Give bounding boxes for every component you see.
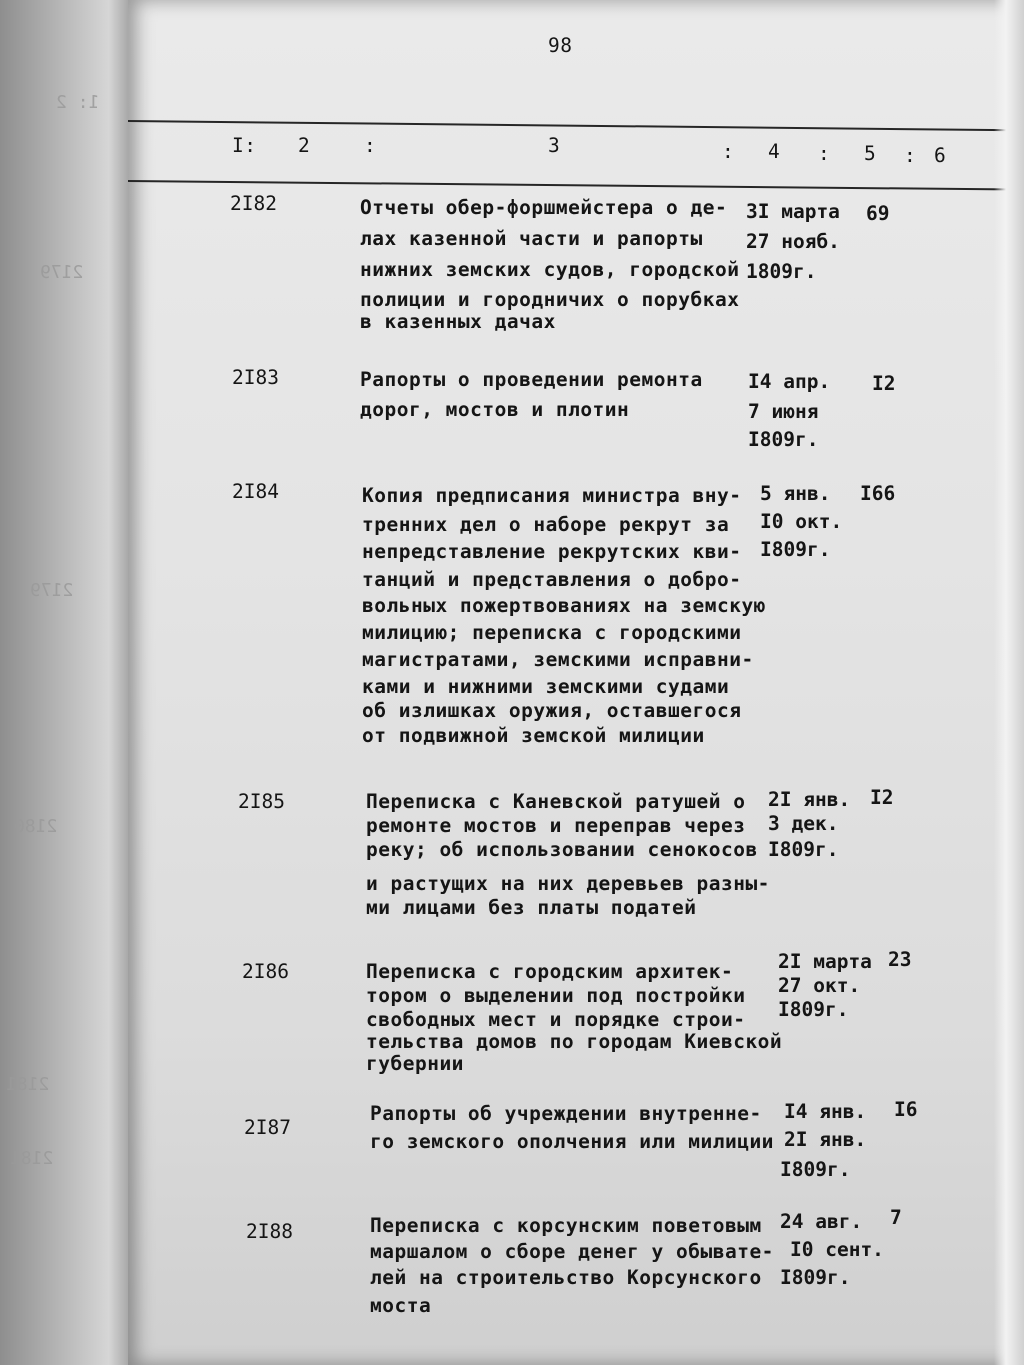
entry-year: I809г.	[780, 1266, 851, 1289]
column-header-4: 4	[768, 140, 781, 163]
column-header-1: I:	[232, 134, 257, 157]
entry-date-end: 2I янв.	[784, 1128, 867, 1151]
entry-sheet-count: 7	[890, 1206, 902, 1229]
entry-year: I809г.	[780, 1158, 851, 1181]
entry-description-line: ками и нижними земскими судами	[362, 675, 730, 698]
entry-description-line: реку; об использовании сенокосов	[366, 838, 758, 861]
entry-description-line: Переписка с Каневской ратушей о	[366, 790, 746, 813]
document-page	[128, 0, 1024, 1365]
entry-sheet-count: I6	[894, 1098, 918, 1121]
entry-date-end: 7 июня	[748, 400, 819, 423]
entry-description-line: моста	[370, 1294, 432, 1317]
entry-description-line: тренних дел о наборе рекрут за	[362, 513, 730, 536]
entry-date-start: 5 янв.	[760, 482, 831, 505]
left-page-number-fragment: 2179	[30, 580, 74, 601]
column-separator: :	[904, 144, 917, 167]
entry-description-line: в казенных дачах	[360, 310, 556, 333]
entry-description-line: нижних земских судов, городской	[360, 258, 740, 281]
entry-sheet-count: I2	[872, 372, 896, 395]
entry-sheet-count: 69	[866, 202, 890, 225]
column-header-3: 3	[548, 134, 561, 157]
entry-description-line: ремонте мостов и переправ через	[366, 814, 746, 837]
entry-description-line: и растущих на них деревьев разны-	[366, 872, 770, 895]
entry-date-start: I4 янв.	[784, 1100, 867, 1123]
entry-date-start: 2I марта	[778, 950, 872, 973]
left-page-number-fragment: 2180	[14, 816, 58, 837]
entry-date-start: 24 авг.	[780, 1210, 863, 1233]
column-separator: :	[722, 140, 735, 163]
entry-description-line: об излишках оружия, оставшегося	[362, 699, 742, 722]
entry-description-line: магистратами, земскими исправни-	[362, 648, 754, 671]
entry-date-end: I0 сент.	[790, 1238, 884, 1261]
entry-number: 2I88	[246, 1220, 293, 1243]
entry-description-line: тором о выделении под постройки	[366, 984, 746, 1007]
entry-date-end: 3 дек.	[768, 812, 839, 835]
entry-description-line: Рапорты об учреждении внутренне-	[370, 1102, 762, 1125]
column-separator: :	[364, 134, 377, 157]
left-page-number-fragment: 2181	[6, 1074, 50, 1095]
entry-number: 2I87	[244, 1116, 291, 1139]
entry-year: I809г.	[760, 538, 831, 561]
entry-date-start: 3I марта	[746, 200, 840, 223]
entry-description-line: танций и представления о добро-	[362, 568, 742, 591]
entry-description-line: полиции и городничих о порубках	[360, 288, 740, 311]
entry-description-line: Отчеты обер-форшмейстера о де-	[360, 196, 728, 219]
entry-description-line: вольных пожертвованиях на земскую	[362, 594, 766, 617]
entry-year: I809г.	[768, 838, 839, 861]
entry-number: 2I85	[238, 790, 285, 813]
left-page-number-fragment: 2179	[40, 262, 84, 283]
entry-description-line: лах казенной части и рапорты	[360, 227, 703, 250]
entry-number: 2I84	[232, 480, 279, 503]
entry-year: 1809г.	[746, 260, 817, 283]
entry-description-line: лей на строительство Корсунского	[370, 1266, 762, 1289]
entry-sheet-count: 23	[888, 948, 912, 971]
column-separator: :	[818, 142, 831, 165]
entry-description-line: свободных мест и порядке строи-	[366, 1008, 746, 1031]
entry-description-line: тельства домов по городам Киевской	[366, 1030, 783, 1053]
column-header-2: 2	[298, 134, 311, 157]
entry-description-line: Переписка с корсунским поветовым	[370, 1214, 762, 1237]
page-number: 98	[548, 34, 573, 57]
entry-description-line: от подвижной земской милиции	[362, 724, 705, 747]
entry-description-line: дорог, мостов и плотин	[360, 398, 630, 421]
entry-description-line: маршалом о сборе денег у обывате-	[370, 1240, 774, 1263]
entry-description-line: милицию; переписка с городскими	[362, 621, 742, 644]
entry-description-line: непредставление рекрутских кви-	[362, 540, 742, 563]
entry-date-end: I0 окт.	[760, 510, 843, 533]
entry-number: 2I83	[232, 366, 279, 389]
column-header-6: 6	[934, 144, 947, 167]
entry-description-line: Переписка с городским архитек-	[366, 960, 734, 983]
left-page-number-fragment: 2181	[10, 1148, 54, 1169]
entry-date-start: 2I янв.	[768, 788, 851, 811]
entry-date-start: I4 апр.	[748, 370, 831, 393]
entry-number: 2I82	[230, 192, 277, 215]
page-edge-shadow	[994, 0, 1024, 1365]
entry-description-line: го земского ополчения или милиции	[370, 1130, 774, 1153]
column-header-5: 5	[864, 142, 877, 165]
header-top-rule	[128, 120, 1024, 131]
entry-year: I809г.	[778, 998, 849, 1021]
entry-number: 2I86	[242, 960, 289, 983]
left-page-header-fragment: 1: 2	[56, 92, 100, 113]
entry-date-end: 27 нояб.	[746, 230, 840, 253]
entry-description-line: ми лицами без платы податей	[366, 896, 697, 919]
left-facing-page	[0, 0, 130, 1365]
entry-year: I809г.	[748, 428, 819, 451]
entry-date-end: 27 окт.	[778, 974, 861, 997]
header-bottom-rule	[128, 180, 1024, 191]
entry-description-line: Рапорты о проведении ремонта	[360, 368, 703, 391]
entry-description-line: губернии	[366, 1052, 464, 1075]
entry-sheet-count: I66	[860, 482, 896, 505]
entry-description-line: Копия предписания министра вну-	[362, 484, 742, 507]
entry-sheet-count: I2	[870, 786, 894, 809]
